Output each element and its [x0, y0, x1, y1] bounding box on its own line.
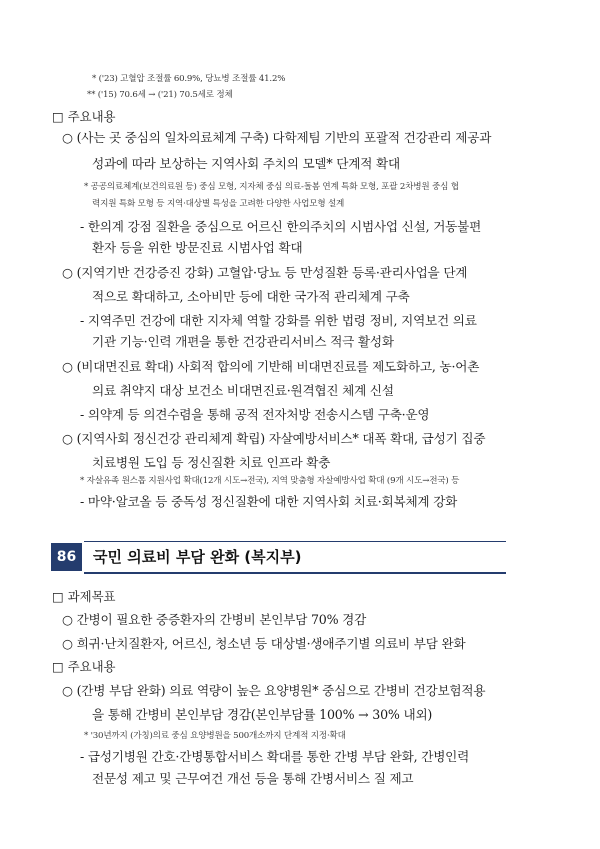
bullet-line: ○ (지역사회 정신건강 관리체계 확립) 자살예방서비스* 대폭 확대, 급성기 집중: [62, 431, 486, 446]
bullet-line: ○ 희귀·난치질환자, 어르신, 청소년 등 대상별·생애주기별 의료비 부담 완화: [62, 636, 466, 651]
bullet-line: 치료병원 도입 등 정신질환 치료 인프라 확충: [92, 455, 331, 470]
bullet-line: 적으로 확대하고, 소아비만 등에 대한 국가적 관리체계 구축: [92, 289, 410, 304]
footnote-line: * '30년까지 (가칭)의료 중심 요양병원을 500개소까지 단계적 지정·확대: [84, 731, 346, 741]
footnote-line: 력지원 특화 모형 등 지역·대상별 특성을 고려한 다양한 사업모형 설계: [92, 199, 345, 209]
task-number-badge: 86: [51, 543, 82, 571]
note-line: ** ('15) 70.6세 → ('21) 70.5세로 정체: [87, 90, 233, 100]
bullet-line: 성과에 따라 보상하는 지역사회 주치의 모델* 단계적 확대: [92, 156, 400, 171]
bullet-line: ○ (사는 곳 중심의 일차의료체계 구축) 다학제팀 기반의 포괄적 건강관리 제공과: [62, 130, 492, 145]
dash-line: - 지역주민 건강에 대한 지자체 역할 강화를 위한 법령 정비, 지역보건 의료: [80, 313, 477, 328]
dash-line: - 의약계 등 의견수렴을 통해 공적 전자처방 전송시스템 구축·운영: [80, 407, 430, 422]
bullet-line: ○ (간병 부담 완화) 의료 역량이 높은 요양병원* 중심으로 간병비 건강보험적용: [62, 683, 486, 698]
footnote-line: * 자살유족 원스톱 지원사업 확대(12개 시도→전국), 지역 맞춤형 자살예방사업 확대 (9개 시도→전국) 등: [80, 476, 460, 486]
dash-line: - 마약·알코올 등 중독성 정신질환에 대한 지역사회 치료·회복체계 강화: [80, 494, 458, 509]
dash-line: 전문성 제고 및 근무여건 개선 등을 통해 간병서비스 질 제고: [92, 771, 414, 786]
bullet-line: ○ (비대면진료 확대) 사회적 합의에 기반해 비대면진료를 제도화하고, 농·어촌: [62, 359, 480, 374]
bullet-line: 의료 취약지 대상 보건소 비대면진료·원격협진 체계 신설: [92, 383, 394, 398]
footnote-line: * 공공의료체계(보건의료원 등) 중심 모형, 지자체 중심 의료-돌봄 연계 특화 모형, 포괄 2차병원 중심 협: [84, 182, 459, 192]
task-title: 국민 의료비 부담 완화 (복지부): [93, 548, 302, 566]
dash-line: 환자 등을 위한 방문진료 시범사업 확대: [92, 240, 303, 255]
bullet-line: ○ (지역기반 건강증진 강화) 고혈압·당뇨 등 만성질환 등록·관리사업을 단계: [62, 265, 468, 280]
section-header: □ 과제목표: [52, 589, 116, 604]
dash-line: 기관 기능·인력 개편을 통한 건강관리서비스 적극 활성화: [92, 334, 394, 349]
bullet-line: ○ 간병이 필요한 중증환자의 간병비 본인부담 70% 경감: [62, 612, 367, 627]
note-line: * ('23) 고혈압 조절률 60.9%, 당뇨병 조절률 41.2%: [92, 74, 286, 84]
section-header: □ 주요내용: [52, 659, 116, 674]
section-header: □ 주요내용: [52, 109, 116, 124]
dash-line: - 급성기병원 간호·간병통합서비스 확대를 통한 간병 부담 완화, 간병인력: [80, 749, 470, 764]
bullet-line: 을 통해 간병비 본인부담 경감(본인부담률 100% → 30% 내외): [92, 707, 433, 722]
title-rule-top: [84, 541, 506, 542]
dash-line: - 한의계 강점 질환을 중심으로 어르신 한의주치의 시범사업 신설, 거동불편: [80, 219, 482, 234]
title-rule-bottom: [84, 572, 506, 574]
